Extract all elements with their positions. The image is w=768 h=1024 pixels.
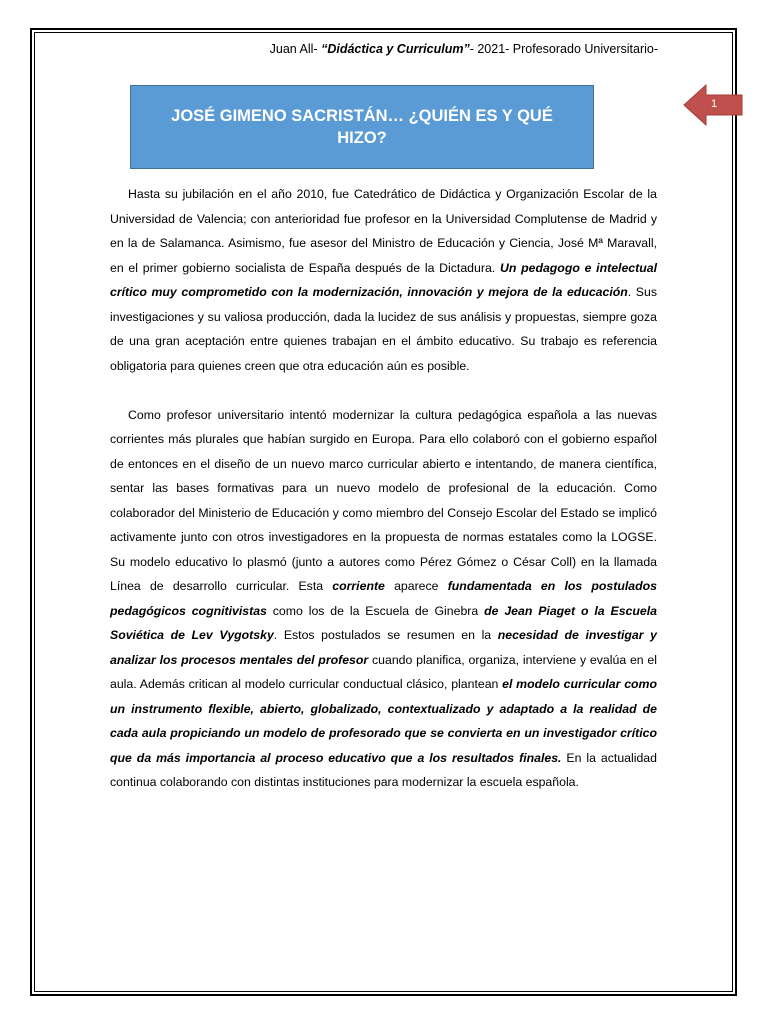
header-year-program: - 2021- Profesorado Universitario- [469, 42, 658, 56]
text-run: . Sus investigaciones y su valiosa producción, dada la lucidez de sus análisis y propuestas, siempre goza de una gran aceptación entre quienes trabajan en el ámbito educativo. Su trabajo es referencia obligatoria para quienes creen que otra educación aún es posible. [110, 285, 657, 373]
text-run: Hasta su jubilación en el año 2010, fue Catedrático de Didáctica y Organización Escolar de la Universidad de Valencia; con anterioridad fue profesor en la Universidad Complutense de Madrid y en la de Salamanca. Asimismo, fue asesor del Ministro de Educación y Ciencia, José Mª Maravall, en el primer gobierno socialista de España después de la Dictadura. [110, 187, 657, 275]
paragraph-contribution [110, 403, 657, 795]
running-header [270, 42, 658, 56]
text-run: aparece [384, 579, 448, 593]
document-body [110, 182, 657, 795]
emphasis-run: Un pedagogo e intelectual crítico muy comprometido con la modernización, innovación y mejora de la educación [110, 260, 657, 299]
header-author: Juan All- [269, 42, 322, 56]
text-run: cuando planifica, organiza, interviene y evalúa en el aula. Además critican al modelo curricular conductual clásico, plantean [110, 652, 658, 691]
text-run: En la actualidad continua colaborando con distintas instituciones para modernizar la escuela española. [110, 750, 657, 789]
text-run: Como profesor universitario intentó modernizar la cultura pedagógica española a las nuevas corrientes más plurales que habían surgido en Europa. Para ello colaboró con el gobierno español de entonces en el diseño de un nuevo marco curricular abierto e intentando, de manera científica, sentar las bases formativas para un nuevo modelo de profesional de la educación. Como colaborador del Ministerio de Educación y como miembro del Consejo Escolar del Estado se implicó activamente junto con otros investigadores en la propuesta de normas estatales como la LOGSE. Su modelo educativo lo plasmó (junto a autores como Pérez Gómez o César Coll) en la llamada Línea de desarrollo curricular. Esta [110, 407, 657, 593]
emphasis-run: corriente [332, 579, 385, 593]
header-course-title: “Didáctica y Curriculum” [321, 42, 470, 56]
page-title: JOSÉ GIMENO SACRISTÁN… ¿QUIÉN ES Y QUÉ HIZO? [130, 85, 594, 169]
page-number: 1 [711, 98, 718, 110]
emphasis-run: necesidad de investigar y analizar los procesos mentales del profesor [110, 628, 657, 667]
paragraph-biography [110, 182, 657, 378]
emphasis-run: el modelo curricular como un instrumento flexible, abierto, globalizado, contextualizado y adaptado a la realidad de cada aula propiciando un modelo de profesorado que se convierta en un investigador crítico que da más importancia al proceso educativo que a los resultados finales. [110, 677, 657, 765]
emphasis-run: de Jean Piaget o la Escuela Soviética de Lev Vygotsky [110, 603, 657, 642]
text-run: como los de la Escuela de Ginebra [266, 603, 485, 618]
left-arrow-icon [683, 84, 743, 126]
text-run: . Estos postulados se resumen en la [273, 628, 498, 642]
emphasis-run: fundamentada en los postulados pedagógicos cognitivistas [110, 579, 657, 618]
